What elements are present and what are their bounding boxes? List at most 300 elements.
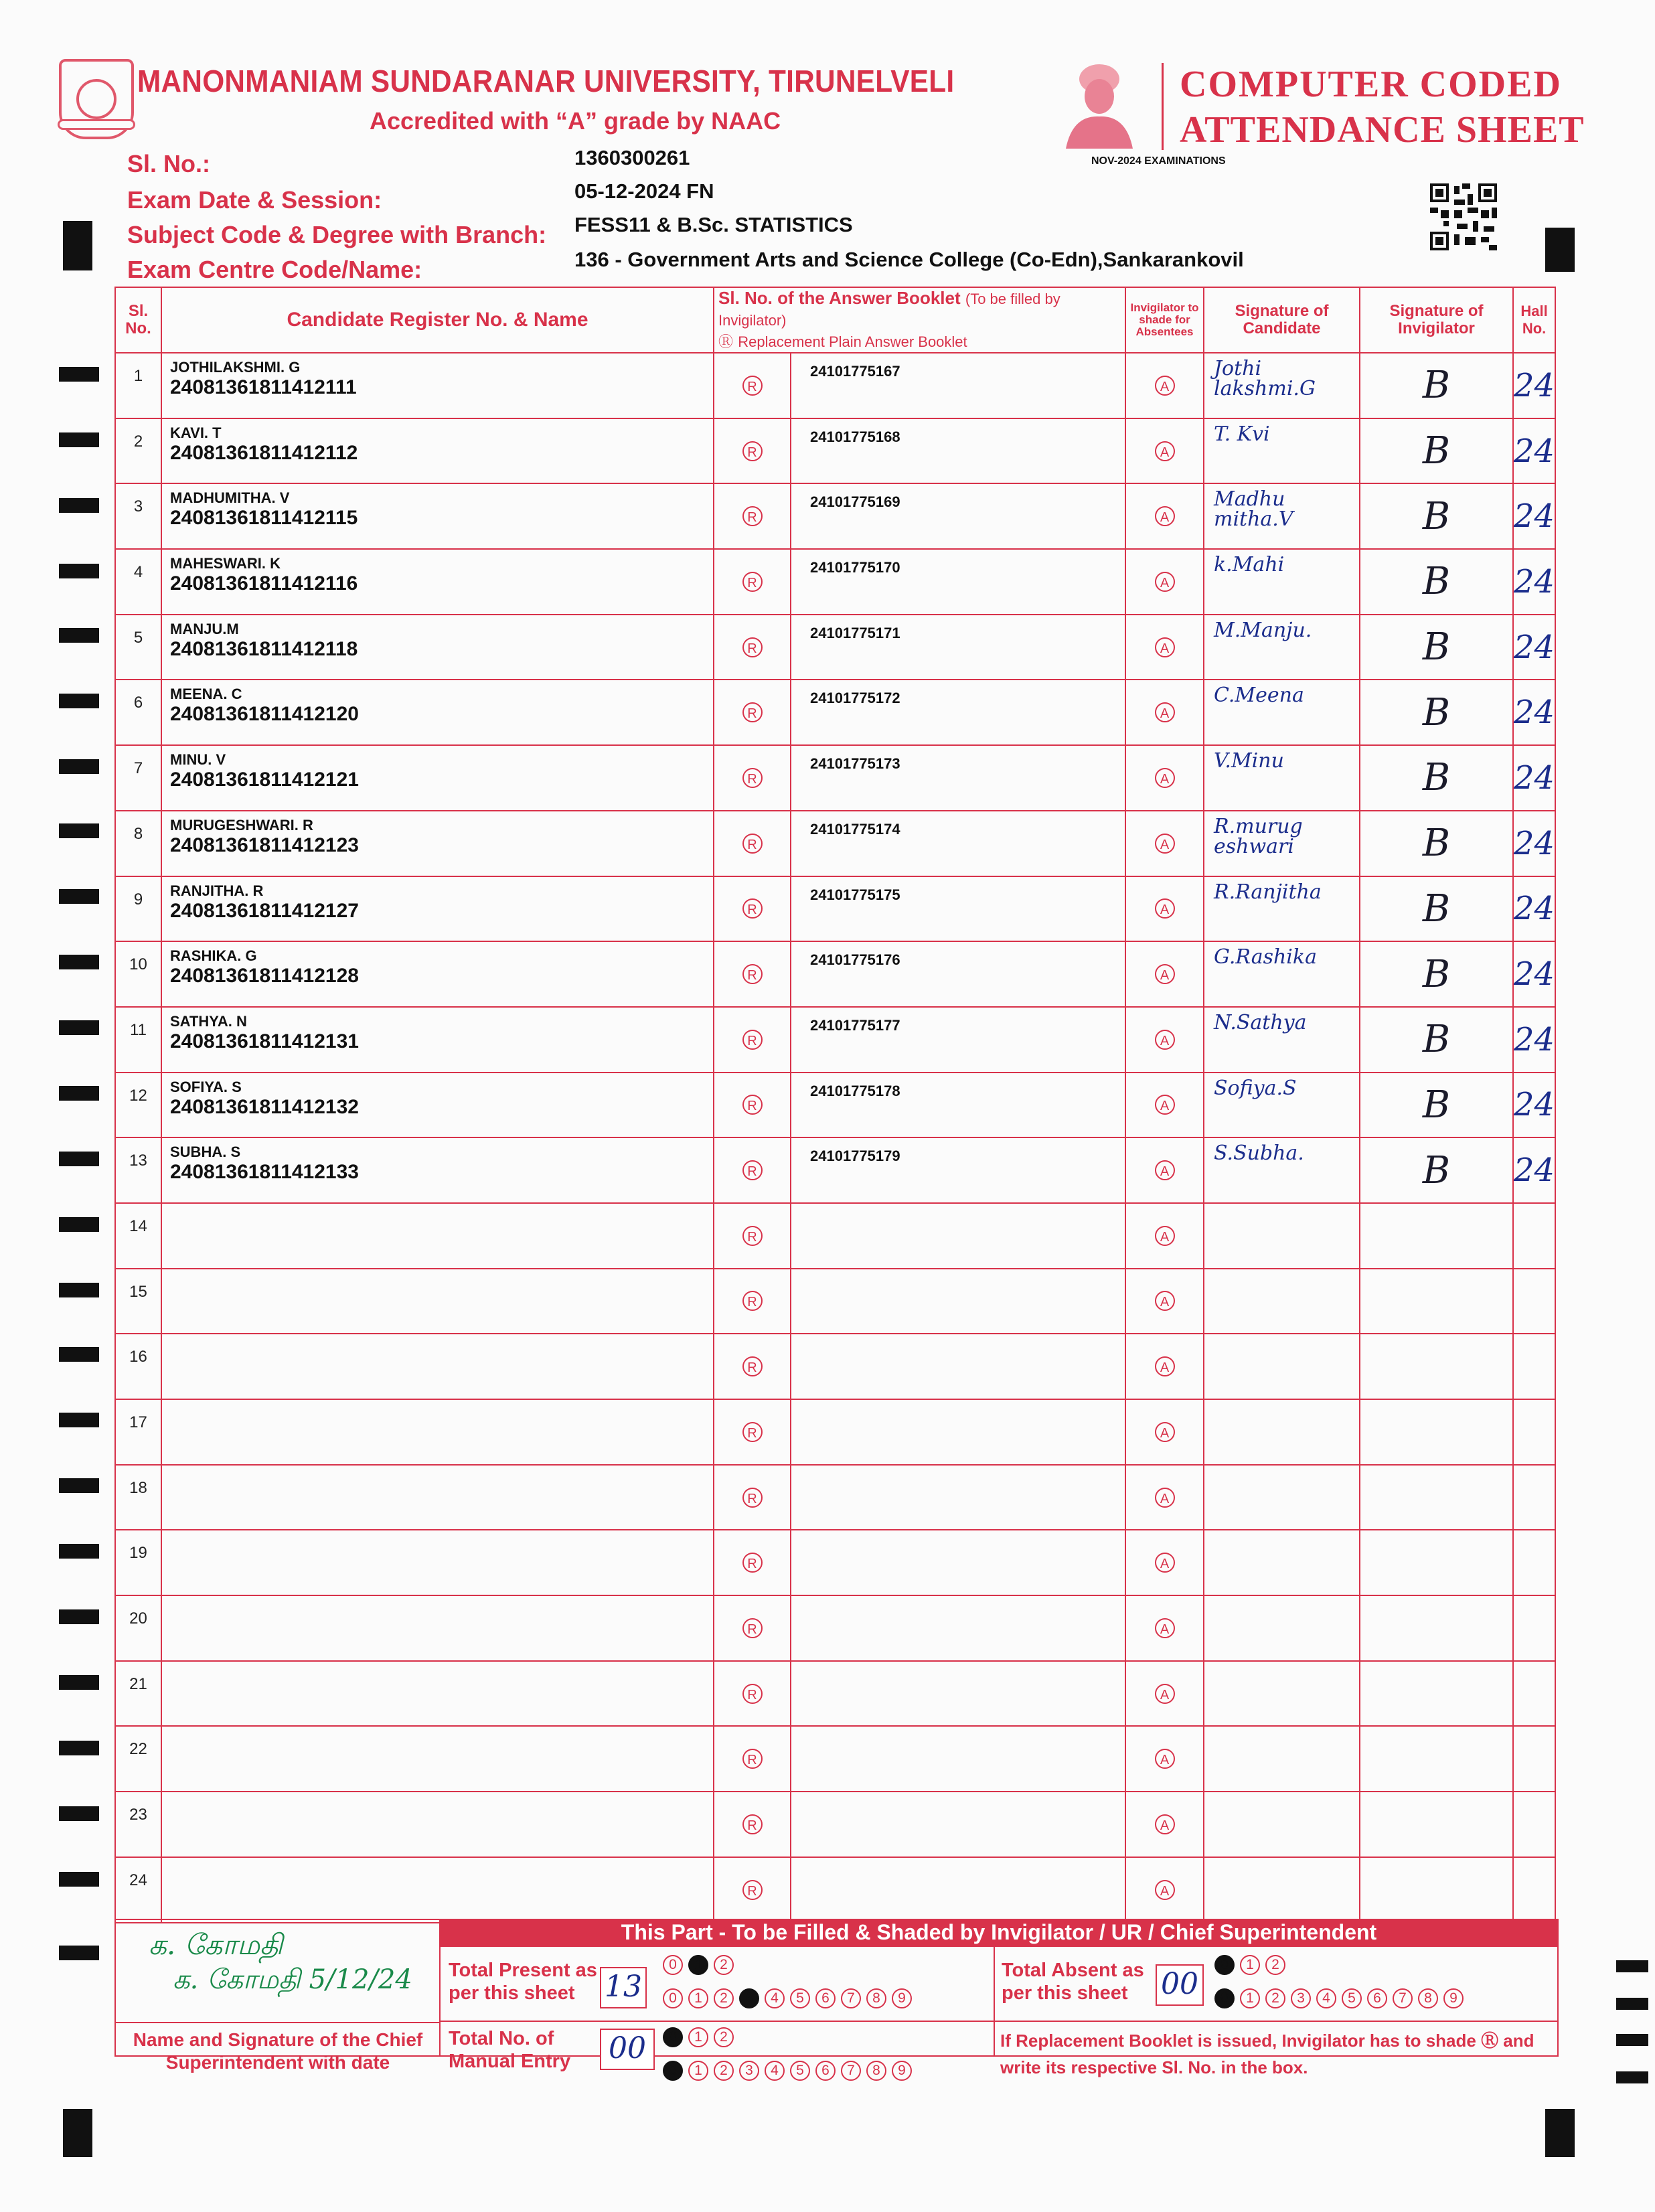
booklet-number[interactable]: 24101775171 bbox=[791, 615, 1125, 680]
booklet-number[interactable]: 24101775174 bbox=[791, 811, 1125, 876]
digit-bubble[interactable]: 8 bbox=[1418, 1988, 1438, 2008]
timing-mark bbox=[59, 955, 99, 969]
col-sl-label: Sl. No. bbox=[125, 302, 151, 337]
candidate-signature bbox=[1204, 1073, 1360, 1138]
absent-cell bbox=[1125, 1857, 1204, 1923]
digit-bubble[interactable]: 0 bbox=[663, 1988, 683, 2008]
sheet-title-line1: COMPUTER CODED bbox=[1180, 64, 1562, 105]
absent-bubble[interactable]: A bbox=[1155, 1618, 1175, 1638]
candidate-name bbox=[162, 1466, 713, 1471]
centre-value: 136 - Government Arts and Science College (Co-Edn),Sankarankovil bbox=[574, 248, 1244, 271]
digit-bubble[interactable]: 9 bbox=[892, 1988, 912, 2008]
hall-number: 24 bbox=[1513, 811, 1555, 876]
digit-bubble[interactable]: 7 bbox=[1393, 1988, 1413, 2008]
total-absent-value[interactable]: 00 bbox=[1156, 1964, 1204, 2006]
replacement-cell bbox=[714, 745, 791, 811]
row-sl: 17 bbox=[115, 1399, 161, 1465]
invigilator-signature: B bbox=[1360, 745, 1513, 811]
candidate-cell bbox=[161, 353, 714, 418]
digit-bubble[interactable]: 0 bbox=[663, 2061, 683, 2081]
row-sl: 24 bbox=[115, 1857, 161, 1923]
candidate-cell bbox=[161, 1595, 714, 1661]
candidate-cell bbox=[161, 1857, 714, 1923]
candidate-cell bbox=[161, 941, 714, 1007]
invigilator-signature bbox=[1360, 1203, 1513, 1269]
subject-label: Subject Code & Degree with Branch: bbox=[127, 221, 547, 248]
candidate-signature-text: V.Minu bbox=[1214, 749, 1284, 773]
table-row bbox=[115, 1073, 1555, 1138]
replacement-bubble[interactable]: R bbox=[742, 1488, 763, 1508]
digit-bubble[interactable]: 8 bbox=[866, 2061, 886, 2081]
digit-bubble[interactable]: 2 bbox=[714, 1988, 734, 2008]
candidate-name: SATHYA. N bbox=[170, 1012, 247, 1030]
replacement-bubble[interactable]: R bbox=[742, 1814, 763, 1834]
hall-number: 24 bbox=[1513, 353, 1555, 418]
row-sl: 23 bbox=[115, 1792, 161, 1857]
invigilator-signature bbox=[1360, 1857, 1513, 1923]
replacement-cell bbox=[714, 1726, 791, 1792]
absent-bubble[interactable]: A bbox=[1155, 1291, 1175, 1311]
timing-mark bbox=[59, 889, 99, 904]
timing-mark bbox=[59, 694, 99, 708]
timing-mark bbox=[1616, 1960, 1648, 1972]
timing-mark bbox=[59, 759, 99, 774]
invigilator-signature: B bbox=[1360, 483, 1513, 549]
booklet-number[interactable] bbox=[791, 1661, 1125, 1727]
subject-value: FESS11 & B.Sc. STATISTICS bbox=[574, 213, 853, 236]
candidate-name: MAHESWARI. K bbox=[170, 555, 281, 572]
booklet-number[interactable] bbox=[791, 1399, 1125, 1465]
absent-bubble[interactable]: A bbox=[1155, 1488, 1175, 1508]
candidate-name bbox=[162, 1530, 713, 1536]
booklet-number[interactable] bbox=[791, 1792, 1125, 1857]
absent-bubble[interactable]: A bbox=[1155, 1095, 1175, 1115]
timing-mark bbox=[59, 1609, 99, 1624]
candidate-name: MADHUMITHA. V bbox=[170, 489, 290, 507]
table-row bbox=[115, 615, 1555, 680]
table-row bbox=[115, 353, 1555, 418]
table-row bbox=[115, 1595, 1555, 1661]
invigilator-signature: B bbox=[1360, 811, 1513, 876]
table-row bbox=[115, 1007, 1555, 1073]
replacement-bubble[interactable]: R bbox=[742, 572, 763, 592]
digit-bubble[interactable]: 6 bbox=[1367, 1988, 1387, 2008]
digit-bubble[interactable]: 6 bbox=[815, 1988, 836, 2008]
candidate-signature bbox=[1204, 615, 1360, 680]
replacement-bubble[interactable]: R bbox=[742, 1030, 763, 1050]
booklet-number[interactable] bbox=[791, 1857, 1125, 1923]
digit-bubble[interactable]: 9 bbox=[1443, 1988, 1464, 2008]
absent-bubble[interactable]: A bbox=[1155, 1684, 1175, 1704]
col-sig-candidate-label: Signature of Candidate bbox=[1235, 302, 1329, 337]
booklet-number[interactable]: 24101775178 bbox=[791, 1073, 1125, 1138]
candidate-name: MINU. V bbox=[170, 751, 226, 769]
replacement-cell bbox=[714, 680, 791, 745]
col-sig-invigilator-label: Signature of Invigilator bbox=[1389, 302, 1484, 337]
table-row bbox=[115, 1399, 1555, 1465]
row-sl: 13 bbox=[115, 1137, 161, 1203]
candidate-cell bbox=[161, 1007, 714, 1073]
table-row bbox=[115, 1792, 1555, 1857]
timing-mark bbox=[59, 1741, 99, 1755]
hall-number bbox=[1513, 1269, 1555, 1334]
absent-bubble[interactable]: A bbox=[1155, 1160, 1175, 1180]
replacement-bubble[interactable]: R bbox=[742, 1749, 763, 1769]
footer-banner: This Part - To be Filled & Shaded by Invigilator / UR / Chief Superintendent bbox=[439, 1919, 1559, 1946]
invigilator-signature bbox=[1360, 1661, 1513, 1727]
row-sl: 1 bbox=[115, 353, 161, 418]
hall-number bbox=[1513, 1530, 1555, 1595]
absent-bubble[interactable]: A bbox=[1155, 637, 1175, 657]
table-row bbox=[115, 483, 1555, 549]
replacement-symbol: Ⓡ bbox=[718, 333, 734, 350]
candidate-register-no: 24081361811412131 bbox=[170, 1030, 359, 1052]
invigilator-signature bbox=[1360, 1530, 1513, 1595]
booklet-number[interactable]: 24101775168 bbox=[791, 418, 1125, 484]
timing-mark bbox=[59, 1806, 99, 1821]
replacement-cell bbox=[714, 1465, 791, 1530]
sl-no-value: 1360300261 bbox=[574, 146, 690, 169]
absent-bubble[interactable]: A bbox=[1155, 1749, 1175, 1769]
booklet-number[interactable] bbox=[791, 1334, 1125, 1399]
candidate-cell bbox=[161, 876, 714, 942]
replacement-bubble[interactable]: R bbox=[742, 376, 763, 396]
row-sl: 7 bbox=[115, 745, 161, 811]
digit-bubble[interactable]: 4 bbox=[1316, 1988, 1336, 2008]
booklet-number[interactable] bbox=[791, 1726, 1125, 1792]
col-hall bbox=[1513, 287, 1555, 353]
digit-bubble[interactable]: 0 bbox=[663, 1955, 683, 1975]
table-row bbox=[115, 1137, 1555, 1203]
absent-bubble[interactable]: A bbox=[1155, 572, 1175, 592]
absent-bubble[interactable]: A bbox=[1155, 1553, 1175, 1573]
total-present-value[interactable]: 13 bbox=[600, 1967, 647, 2008]
candidate-signature bbox=[1204, 353, 1360, 418]
row-sl: 21 bbox=[115, 1661, 161, 1727]
col-booklet-title: Sl. No. of the Answer Booklet bbox=[718, 288, 961, 308]
absent-bubble[interactable]: A bbox=[1155, 1356, 1175, 1376]
digit-bubble[interactable]: 0 bbox=[1214, 1955, 1235, 1975]
candidate-signature-text: Sofiya.S bbox=[1214, 1076, 1297, 1100]
hall-number: 24 bbox=[1513, 418, 1555, 484]
booklet-number[interactable] bbox=[791, 1203, 1125, 1269]
replacement-cell bbox=[714, 876, 791, 942]
absent-cell bbox=[1125, 1269, 1204, 1334]
invigilator-signature: B bbox=[1360, 418, 1513, 484]
row-sl: 18 bbox=[115, 1465, 161, 1530]
replacement-bubble[interactable]: R bbox=[742, 1291, 763, 1311]
invigilator-signature: B bbox=[1360, 353, 1513, 418]
candidate-signature bbox=[1204, 811, 1360, 876]
digit-bubble[interactable]: 3 bbox=[739, 2061, 759, 2081]
timing-mark bbox=[59, 367, 99, 382]
candidate-cell bbox=[161, 549, 714, 615]
absent-bubble[interactable]: A bbox=[1155, 1226, 1175, 1246]
absent-cell bbox=[1125, 1792, 1204, 1857]
replacement-bubble[interactable]: R bbox=[742, 1618, 763, 1638]
col-booklet-note: (To be filled by Invigilator) bbox=[718, 291, 1060, 329]
digit-bubble[interactable]: 1 bbox=[688, 2061, 708, 2081]
digit-bubble[interactable]: 6 bbox=[815, 2061, 836, 2081]
col-replacement-note: Replacement Plain Answer Booklet bbox=[738, 333, 967, 350]
hall-number: 24 bbox=[1513, 1137, 1555, 1203]
row-sl: 3 bbox=[115, 483, 161, 549]
digit-bubble[interactable]: 2 bbox=[1265, 1955, 1285, 1975]
absent-bubble[interactable]: A bbox=[1155, 1422, 1175, 1442]
table-row bbox=[115, 1661, 1555, 1727]
absent-bubble[interactable]: A bbox=[1155, 702, 1175, 722]
replacement-cell bbox=[714, 1073, 791, 1138]
absent-cell bbox=[1125, 615, 1204, 680]
divider bbox=[1162, 63, 1164, 150]
row-sl: 12 bbox=[115, 1073, 161, 1138]
absent-bubble[interactable]: A bbox=[1155, 1880, 1175, 1900]
table-row bbox=[115, 680, 1555, 745]
absent-bubble[interactable]: A bbox=[1155, 898, 1175, 919]
col-booklet bbox=[714, 287, 1125, 353]
digit-bubble[interactable]: 4 bbox=[765, 1988, 785, 2008]
absent-bubble[interactable]: A bbox=[1155, 1030, 1175, 1050]
hall-number: 24 bbox=[1513, 680, 1555, 745]
candidate-signature-text: C.Meena bbox=[1214, 684, 1304, 708]
absent-cell bbox=[1125, 1530, 1204, 1595]
candidate-register-no: 24081361811412123 bbox=[170, 834, 359, 856]
candidate-name: KAVI. T bbox=[170, 424, 222, 441]
digit-bubble[interactable]: 1 bbox=[688, 2027, 708, 2047]
candidate-register-no: 24081361811412112 bbox=[170, 441, 358, 464]
replacement-bubble[interactable]: R bbox=[742, 702, 763, 722]
candidate-signature-text: T. Kvi bbox=[1214, 422, 1270, 446]
replacement-bubble[interactable]: R bbox=[742, 1226, 763, 1246]
digit-bubble[interactable]: 1 bbox=[1240, 1988, 1260, 2008]
replacement-bubble[interactable]: R bbox=[742, 1356, 763, 1376]
table-header bbox=[115, 287, 1555, 353]
timing-mark bbox=[59, 823, 99, 838]
absent-cell bbox=[1125, 811, 1204, 876]
row-sl: 8 bbox=[115, 811, 161, 876]
invigilator-signature bbox=[1360, 1792, 1513, 1857]
digit-bubble[interactable]: 0 bbox=[663, 2027, 683, 2047]
booklet-number[interactable] bbox=[791, 1465, 1125, 1530]
invigilator-signature: B bbox=[1360, 549, 1513, 615]
absent-cell bbox=[1125, 1726, 1204, 1792]
candidate-signature-text: M.Manju. bbox=[1214, 618, 1312, 642]
candidate-register-no: 24081361811412132 bbox=[170, 1095, 359, 1118]
attendance-table bbox=[114, 287, 1556, 1923]
candidate-cell bbox=[161, 615, 714, 680]
replacement-cell bbox=[714, 941, 791, 1007]
candidate-signature bbox=[1204, 1595, 1360, 1661]
timing-mark bbox=[1616, 1998, 1648, 2010]
invigilator-signature: B bbox=[1360, 680, 1513, 745]
candidate-signature bbox=[1204, 1530, 1360, 1595]
candidate-name: MEENA. C bbox=[170, 686, 242, 703]
candidate-signature bbox=[1204, 1792, 1360, 1857]
candidate-cell bbox=[161, 483, 714, 549]
replacement-bubble[interactable]: R bbox=[742, 506, 763, 526]
qr-code bbox=[1430, 183, 1497, 250]
candidate-signature bbox=[1204, 1007, 1360, 1073]
candidate-cell bbox=[161, 1203, 714, 1269]
absent-cell bbox=[1125, 483, 1204, 549]
booklet-number[interactable]: 24101775173 bbox=[791, 745, 1125, 811]
timing-mark bbox=[59, 1413, 99, 1427]
absent-bubble[interactable]: A bbox=[1155, 768, 1175, 788]
timing-mark bbox=[59, 564, 99, 578]
booklet-number[interactable]: 24101775172 bbox=[791, 680, 1125, 745]
replacement-bubble[interactable]: R bbox=[742, 1095, 763, 1115]
absent-bubble[interactable]: A bbox=[1155, 964, 1175, 984]
replacement-bubble[interactable]: R bbox=[742, 1684, 763, 1704]
replacement-bubble[interactable]: R bbox=[742, 637, 763, 657]
timing-mark bbox=[1616, 2034, 1648, 2046]
absent-cell bbox=[1125, 680, 1204, 745]
replacement-bubble[interactable]: R bbox=[742, 441, 763, 461]
absent-cell bbox=[1125, 745, 1204, 811]
candidate-register-no: 24081361811412120 bbox=[170, 703, 359, 726]
candidate-name: RASHIKA. G bbox=[170, 947, 257, 965]
replacement-bubble[interactable]: R bbox=[742, 1553, 763, 1573]
digit-bubble[interactable]: 7 bbox=[841, 2061, 861, 2081]
candidate-register-no: 24081361811412111 bbox=[170, 376, 357, 398]
digit-bubble[interactable]: 2 bbox=[1265, 1988, 1285, 2008]
candidate-signature bbox=[1204, 1203, 1360, 1269]
absent-bubble[interactable]: A bbox=[1155, 834, 1175, 854]
digit-bubble[interactable]: 8 bbox=[866, 1988, 886, 2008]
candidate-signature bbox=[1204, 941, 1360, 1007]
col-candidate bbox=[161, 287, 714, 353]
candidate-name bbox=[162, 1596, 713, 1601]
absent-cell bbox=[1125, 1661, 1204, 1727]
timing-mark bbox=[59, 498, 99, 513]
digit-bubble[interactable]: 4 bbox=[765, 2061, 785, 2081]
candidate-name: SUBHA. S bbox=[170, 1143, 241, 1161]
replacement-bubble[interactable]: R bbox=[742, 768, 763, 788]
candidate-cell bbox=[161, 1661, 714, 1727]
candidate-name: RANJITHA. R bbox=[170, 882, 264, 899]
booklet-number[interactable]: 24101775170 bbox=[791, 549, 1125, 615]
col-hall-label: Hall No. bbox=[1520, 303, 1548, 337]
digit-bubble[interactable]: 2 bbox=[714, 1955, 734, 1975]
replacement-bubble[interactable]: R bbox=[742, 834, 763, 854]
invigilator-signature bbox=[1360, 1465, 1513, 1530]
digit-bubble[interactable]: 0 bbox=[1214, 1988, 1235, 2008]
replacement-bubble[interactable]: R bbox=[742, 898, 763, 919]
candidate-signature bbox=[1204, 1726, 1360, 1792]
booklet-number[interactable] bbox=[791, 1269, 1125, 1334]
digit-bubble[interactable]: 1 bbox=[688, 1955, 708, 1975]
candidate-signature-text: S.Subha. bbox=[1214, 1141, 1304, 1166]
absent-cell bbox=[1125, 1465, 1204, 1530]
replacement-bubble[interactable]: R bbox=[742, 1160, 763, 1180]
col-sig-invigilator bbox=[1360, 287, 1513, 353]
digit-bubble[interactable]: 9 bbox=[892, 2061, 912, 2081]
timing-mark bbox=[1616, 2071, 1648, 2083]
hall-number: 24 bbox=[1513, 941, 1555, 1007]
digit-bubble[interactable]: 2 bbox=[714, 2061, 734, 2081]
invigilator-signature bbox=[1360, 1726, 1513, 1792]
total-absent-label: Total Absent as per this sheet bbox=[1002, 1960, 1144, 2004]
candidate-signature bbox=[1204, 1465, 1360, 1530]
candidate-cell bbox=[161, 1334, 714, 1399]
replacement-bubble[interactable]: R bbox=[742, 1422, 763, 1442]
table-row bbox=[115, 1334, 1555, 1399]
booklet-number[interactable]: 24101775175 bbox=[791, 876, 1125, 942]
invigilator-signature: B bbox=[1360, 941, 1513, 1007]
digit-bubble[interactable]: 3 bbox=[739, 1988, 759, 2008]
candidate-signature bbox=[1204, 418, 1360, 484]
booklet-number[interactable]: 24101775177 bbox=[791, 1007, 1125, 1073]
row-sl: 20 bbox=[115, 1595, 161, 1661]
table-row bbox=[115, 811, 1555, 876]
manual-entry-value[interactable]: 00 bbox=[600, 2029, 655, 2070]
replacement-bubble[interactable]: R bbox=[742, 1880, 763, 1900]
booklet-number[interactable]: 24101775179 bbox=[791, 1137, 1125, 1203]
digit-bubble[interactable]: 5 bbox=[790, 1988, 810, 2008]
chief-label: Name and Signature of the Chief Superintendent with date bbox=[133, 2029, 423, 2073]
digit-bubble[interactable]: 2 bbox=[714, 2027, 734, 2047]
absent-cell bbox=[1125, 353, 1204, 418]
table-row bbox=[115, 876, 1555, 942]
digit-bubble[interactable]: 3 bbox=[1291, 1988, 1311, 2008]
candidate-register-no: 24081361811412118 bbox=[170, 637, 358, 660]
table-row bbox=[115, 1203, 1555, 1269]
invigilator-signature: B bbox=[1360, 615, 1513, 680]
booklet-number[interactable] bbox=[791, 1595, 1125, 1661]
replacement-cell bbox=[714, 1137, 791, 1203]
candidate-register-no: 24081361811412116 bbox=[170, 572, 358, 595]
manual-entry-label: Total No. of Manual Entry bbox=[449, 2028, 571, 2072]
digit-bubble[interactable]: 5 bbox=[790, 2061, 810, 2081]
replacement-bubble[interactable]: R bbox=[742, 964, 763, 984]
digit-bubble[interactable]: 5 bbox=[1342, 1988, 1362, 2008]
replacement-cell bbox=[714, 1530, 791, 1595]
table-row bbox=[115, 418, 1555, 484]
col-sig-candidate bbox=[1204, 287, 1360, 353]
digit-bubble[interactable]: 1 bbox=[688, 1988, 708, 2008]
candidate-signature-text: Madhu mitha.V bbox=[1214, 487, 1293, 532]
absent-bubble[interactable]: A bbox=[1155, 441, 1175, 461]
row-sl: 10 bbox=[115, 941, 161, 1007]
candidate-register-no: 24081361811412127 bbox=[170, 899, 359, 922]
hall-number bbox=[1513, 1203, 1555, 1269]
absent-bubble[interactable]: A bbox=[1155, 1814, 1175, 1834]
absent-cell bbox=[1125, 941, 1204, 1007]
absent-bubble[interactable]: A bbox=[1155, 506, 1175, 526]
exam-series: NOV-2024 EXAMINATIONS bbox=[1091, 155, 1226, 167]
replacement-cell bbox=[714, 615, 791, 680]
row-sl: 6 bbox=[115, 680, 161, 745]
timing-mark bbox=[59, 628, 99, 643]
replacement-cell bbox=[714, 483, 791, 549]
digit-bubble[interactable]: 7 bbox=[841, 1988, 861, 2008]
timing-mark bbox=[59, 1478, 99, 1493]
booklet-number[interactable] bbox=[791, 1530, 1125, 1595]
row-sl: 9 bbox=[115, 876, 161, 942]
candidate-signature bbox=[1204, 483, 1360, 549]
candidate-name bbox=[162, 1792, 713, 1798]
booklet-number[interactable]: 24101775167 bbox=[791, 353, 1125, 418]
table-row bbox=[115, 549, 1555, 615]
absent-bubble[interactable]: A bbox=[1155, 376, 1175, 396]
replacement-cell bbox=[714, 418, 791, 484]
candidate-cell bbox=[161, 1399, 714, 1465]
booklet-number[interactable]: 24101775176 bbox=[791, 941, 1125, 1007]
digit-bubble[interactable]: 1 bbox=[1240, 1955, 1260, 1975]
booklet-number[interactable]: 24101775169 bbox=[791, 483, 1125, 549]
candidate-signature bbox=[1204, 1137, 1360, 1203]
candidate-name bbox=[162, 1334, 713, 1340]
